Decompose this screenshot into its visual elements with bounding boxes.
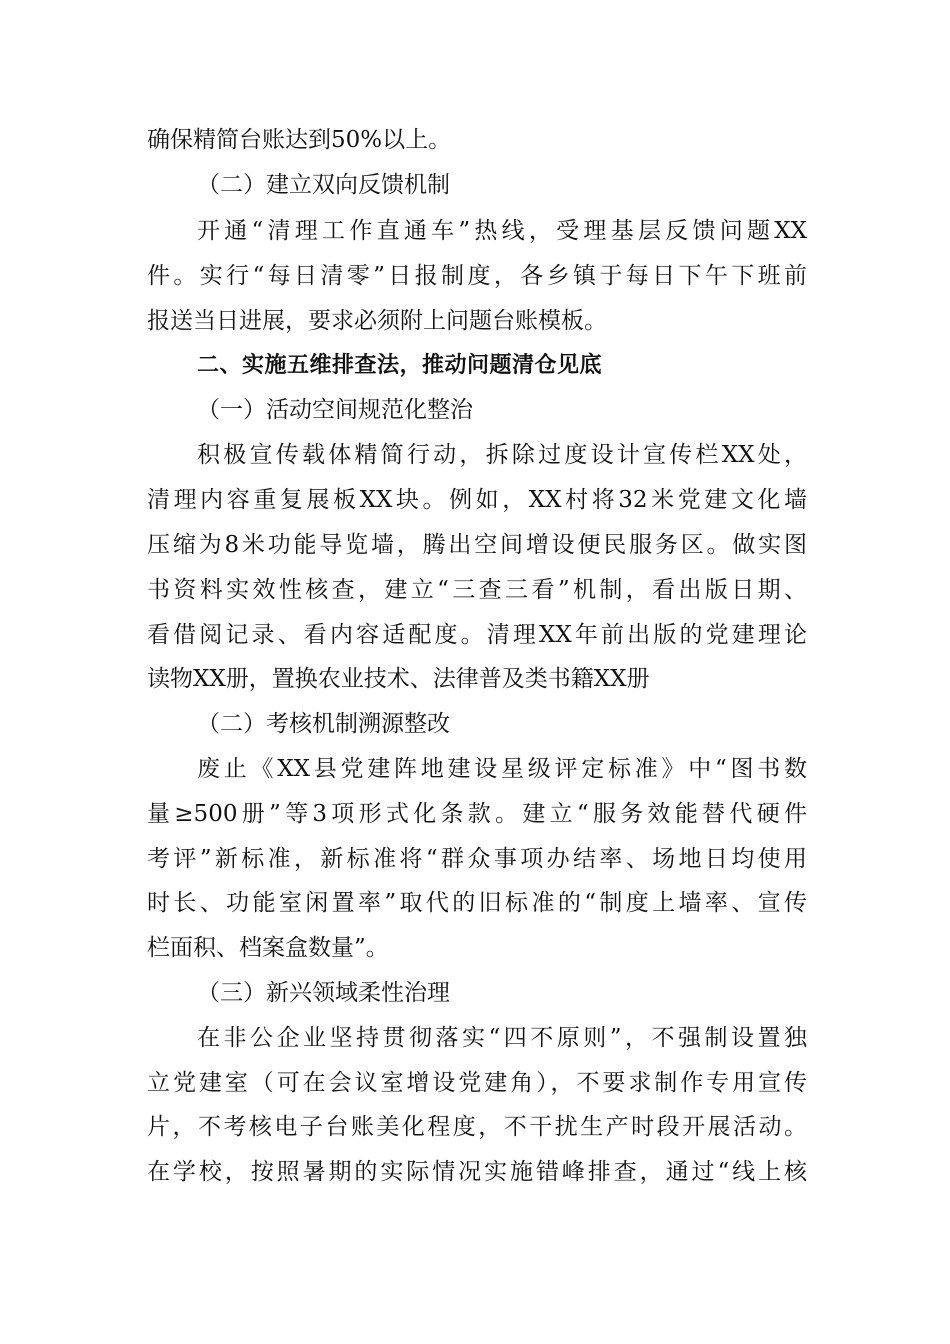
paragraph-line: 立党建室（可在会议室增设党建角），不要求制作专用宣传: [147, 1070, 807, 1096]
subsection-heading: （三）新兴领域柔性治理: [197, 980, 450, 1006]
paragraph-line: 看借阅记录、看内容适配度。清理XX年前出版的党建理论: [147, 622, 807, 648]
paragraph-line: 积极宣传载体精简行动，拆除过度设计宣传栏XX处，: [197, 442, 807, 468]
paragraph-line: 考评”新标准，新标准将“群众事项办结率、场地日均使用: [147, 846, 807, 872]
paragraph-line: 时长、功能室闲置率”取代的旧标准的“制度上墙率、宣传: [147, 890, 807, 916]
paragraph-line: 清理内容重复展板XX块。例如，XX村将32米党建文化墙: [147, 487, 807, 513]
paragraph-line: 确保精简台账达到50%以上。: [147, 127, 452, 153]
paragraph-line: 开通“清理工作直通车”热线，受理基层反馈问题XX: [197, 218, 807, 244]
paragraph-line: 在非公企业坚持贯彻落实“四不原则”，不强制设置独: [197, 1025, 807, 1051]
paragraph-line: 栏面积、档案盒数量”。: [147, 935, 389, 961]
section-heading: 二、实施五维排查法，推动问题清仓见底: [197, 353, 603, 378]
paragraph-line: 书资料实效性核查，建立“三查三看”机制，看出版日期、: [147, 577, 807, 603]
paragraph-line: 压缩为8米功能导览墙，腾出空间增设便民服务区。做实图: [147, 532, 807, 558]
paragraph-line: 废止《XX县党建阵地建设星级评定标准》中“图书数: [197, 756, 807, 782]
paragraph-line: 报送当日进展，要求必须附上问题台账模板。: [147, 308, 607, 334]
subsection-heading: （二）考核机制溯源整改: [197, 711, 450, 737]
subsection-heading: （二）建立双向反馈机制: [197, 172, 450, 198]
paragraph-line: 件。实行“每日清零”日报制度，各乡镇于每日下午下班前: [147, 263, 807, 289]
paragraph-line: 读物XX册，置换农业技术、法律普及类书籍XX册: [147, 666, 650, 692]
subsection-heading: （一）活动空间规范化整治: [197, 397, 473, 423]
paragraph-line: 在学校，按照暑期的实际情况实施错峰排查，通过“线上核: [147, 1159, 807, 1185]
paragraph-line: 量≥500册”等3项形式化条款。建立“服务效能替代硬件: [147, 801, 807, 827]
paragraph-line: 片，不考核电子台账美化程度，不干扰生产时段开展活动。: [147, 1114, 807, 1140]
